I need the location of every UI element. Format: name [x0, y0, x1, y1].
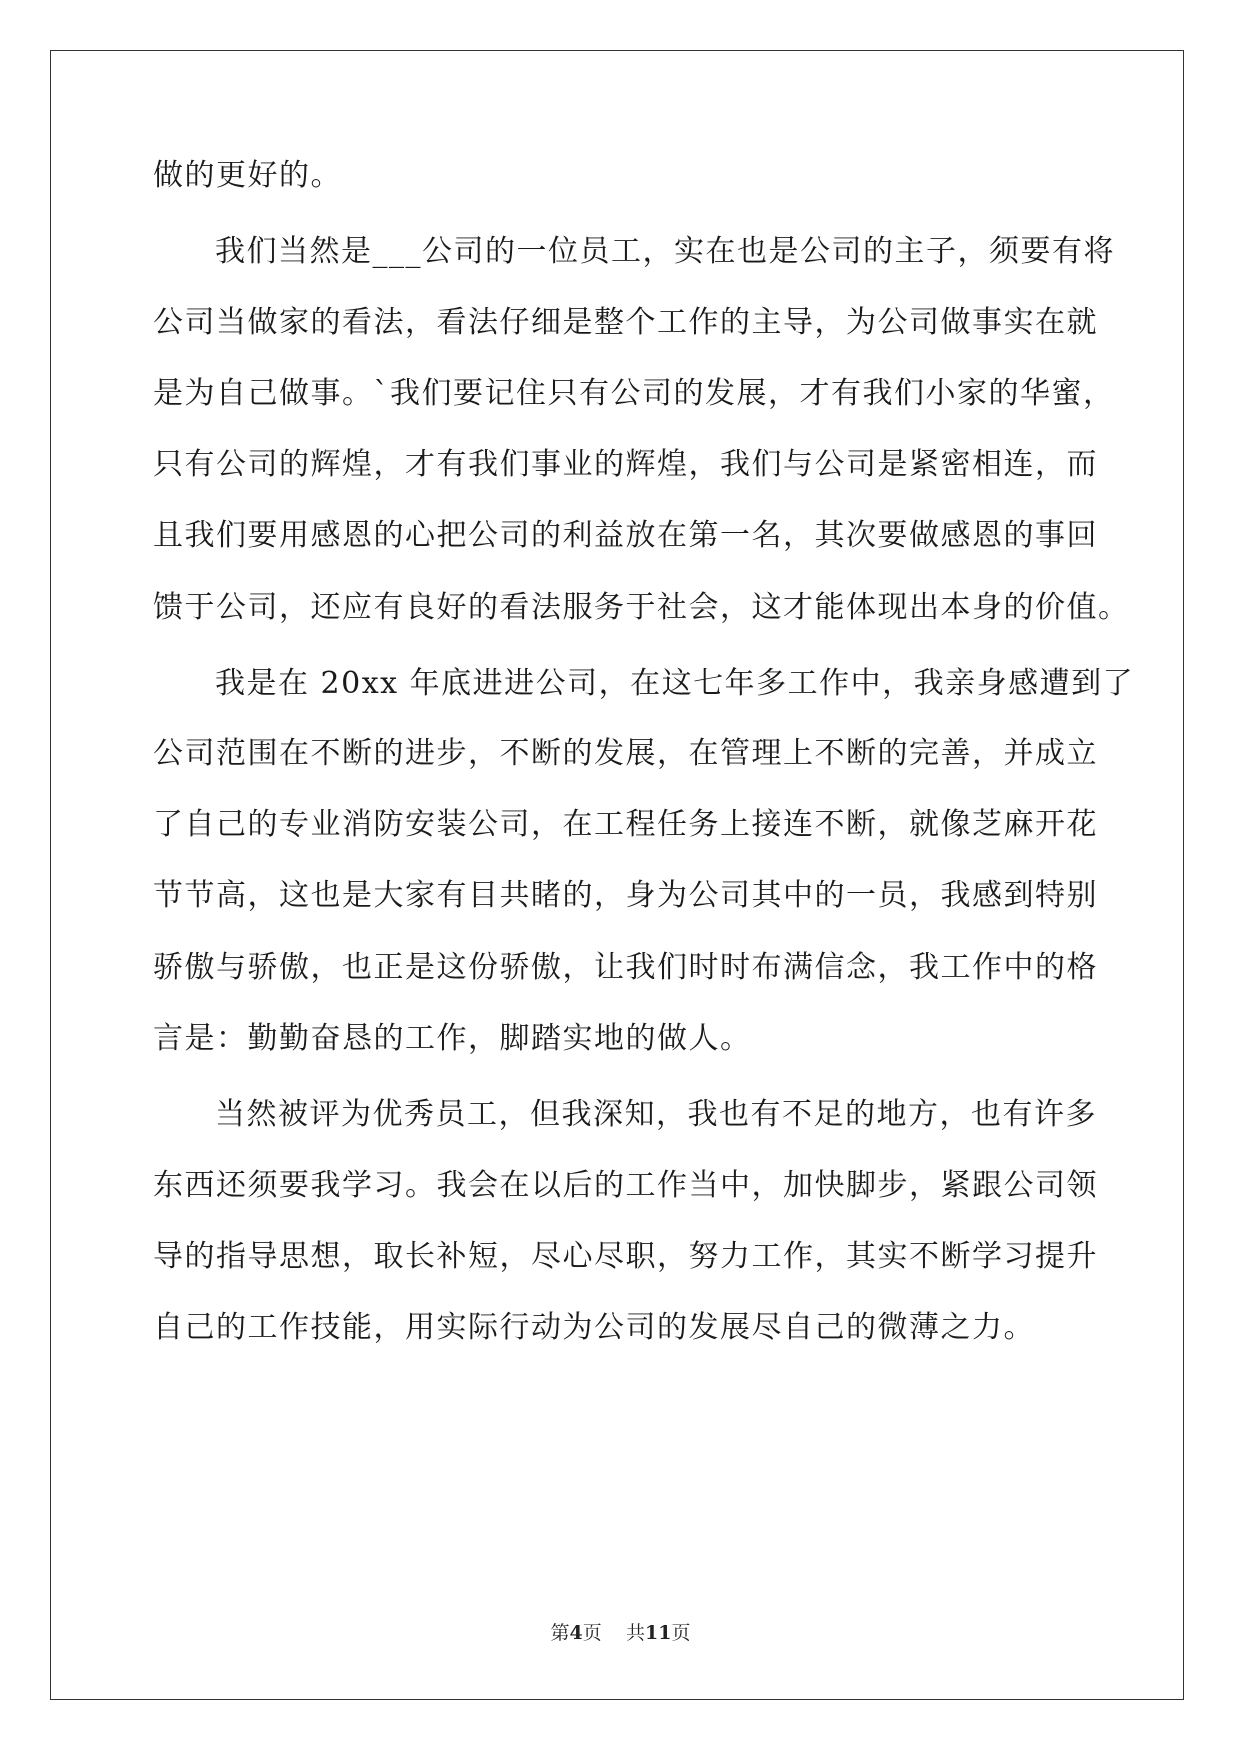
- paragraph-line: 做的更好的。: [153, 158, 342, 193]
- paragraph-line: 当然被评为优秀员工，但我深知，我也有不足的地方，也有许多: [215, 1097, 1097, 1132]
- paragraph-line: 公司当做家的看法，看法仔细是整个工作的主导，为公司做事实在就: [153, 305, 1098, 340]
- paragraph-line: 了自己的专业消防安装公司，在工程任务上接连不断，就像芝麻开花: [153, 807, 1098, 842]
- paragraph-line: 导的指导思想，取长补短，尽心尽职，努力工作，其实不断学习提升: [153, 1239, 1098, 1274]
- paragraph-line: 我们当然是___公司的一位员工，实在也是公司的主子，须要有将: [215, 234, 1115, 269]
- paragraph-line: 且我们要用感恩的心把公司的利益放在第一名，其次要做感恩的事回: [153, 518, 1098, 553]
- page-number: 4: [569, 1622, 583, 1644]
- footer-total-suffix: 页: [671, 1622, 691, 1644]
- paragraph-line: 我是在 20xx 年底进进公司，在这七年多工作中，我亲身感遭到了: [215, 666, 1135, 701]
- footer-page-suffix: 页: [582, 1622, 602, 1644]
- paragraph-line: 骄傲与骄傲，也正是这份骄傲，让我们时时布满信念，我工作中的格: [153, 950, 1098, 985]
- page-footer: [0, 1621, 1241, 1645]
- paragraph-line: 公司范围在不断的进步，不断的发展，在管理上不断的完善，并成立: [153, 736, 1098, 771]
- paragraph-line: 自己的工作技能，用实际行动为公司的发展尽自己的微薄之力。: [153, 1310, 1035, 1345]
- total-pages: 11: [644, 1622, 672, 1644]
- page-border: [50, 50, 1184, 1700]
- paragraph-line: 言是：勤勤奋恳的工作，脚踏实地的做人。: [153, 1021, 752, 1056]
- paragraph-line: 是为自己做事。`我们要记住只有公司的发展，才有我们小家的华蜜，: [153, 376, 1115, 411]
- paragraph-line: 馈于公司，还应有良好的看法服务于社会，这才能体现出本身的价值。: [153, 590, 1130, 625]
- paragraph-line: 只有公司的辉煌，才有我们事业的辉煌，我们与公司是紧密相连，而: [153, 447, 1098, 482]
- footer-total-prefix: 共: [625, 1622, 645, 1644]
- paragraph-line: 节节高，这也是大家有目共睹的，身为公司其中的一员，我感到特别: [153, 878, 1098, 913]
- footer-prefix: 第: [550, 1622, 570, 1644]
- paragraph-line: 东西还须要我学习。我会在以后的工作当中，加快脚步，紧跟公司领: [153, 1168, 1098, 1203]
